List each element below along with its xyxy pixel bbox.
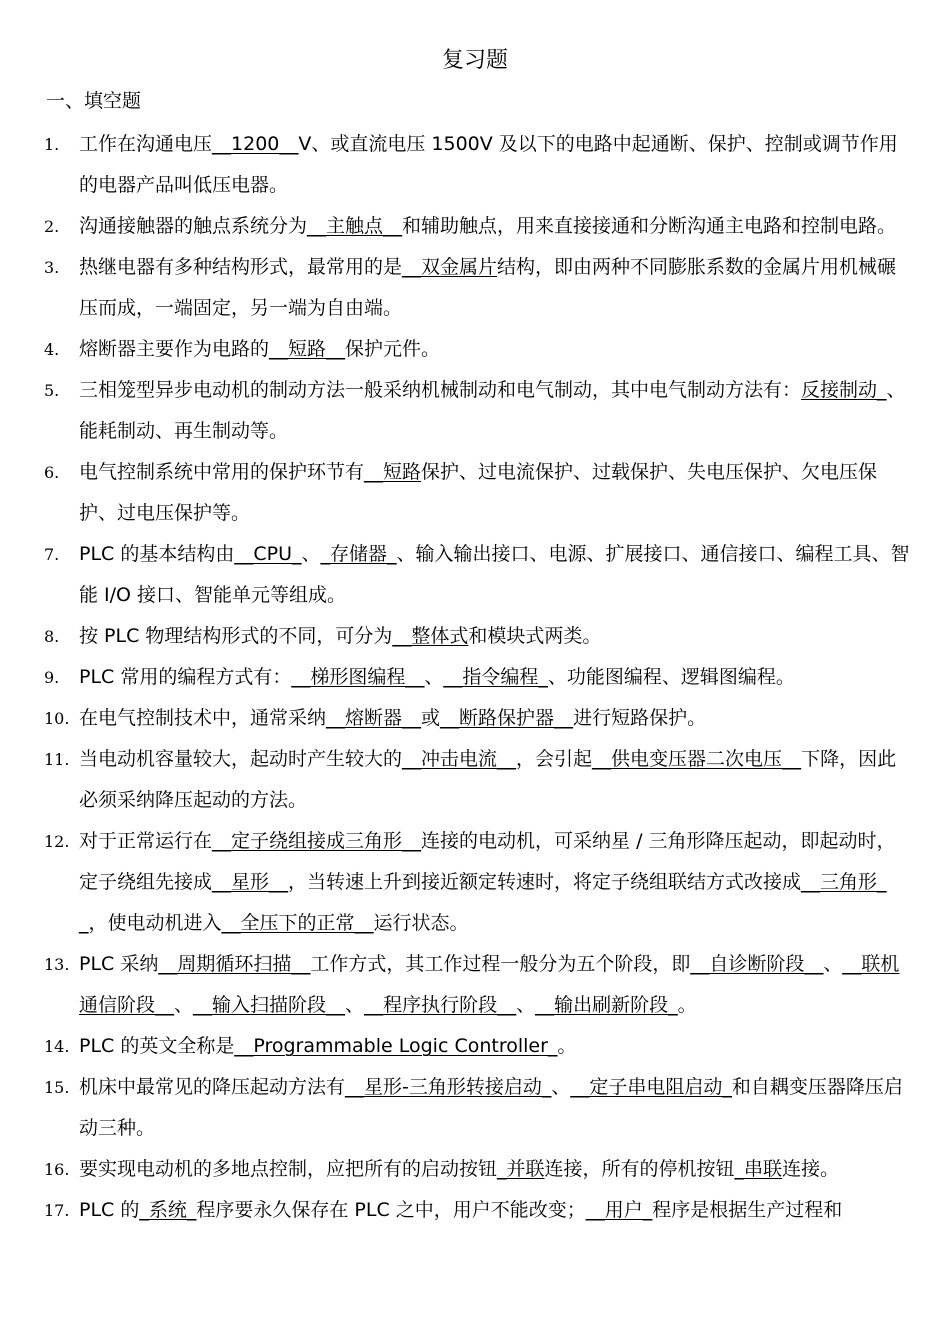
answer-blank: _并联 [497,1158,545,1180]
question-text: 三相笼型异步电动机的制动方法一般采纳机械制动和电气制动，其中电气制动方法有： [79,379,802,401]
question-number: 4. [44,340,60,359]
question-text: 、 [516,994,536,1016]
question-text: 和自耦变压器降压启动三种。 [79,1076,903,1139]
question-text: 、能耗制动、再生制动等。 [79,379,906,442]
question-text: 连接。 [782,1158,840,1180]
answer-blank: __主触点__ [307,215,403,237]
answer-blank: __程序执行阶段__ [364,994,517,1016]
question-text: 保护、过电流保护、过载保护、失电压保护、欠电压保护、过电压保护等。 [79,461,878,524]
answer-blank: __输入扫描阶段__ [193,994,346,1016]
question-item [0,206,950,247]
question-text: 程序要永久保存在 PLC 之中，用户不能改变； [196,1199,586,1221]
question-text: 。 [557,1035,577,1057]
answer-blank: __断路保护器__ [440,707,574,729]
question-text: 、输入输出接口、电源、扩展接口、通信接口、编程工具、智能 I/O 接口、智能单元等组成。 [79,543,910,606]
document-title: 复习题 [441,48,508,73]
question-number: 13. [44,955,70,974]
question-text: 运行状态。 [373,912,469,934]
question-text: 电气控制系统中常用的保护环节有 [79,461,365,483]
question-text: 结构，即由两种不同膨胀系数的金属片用机械碾压而成，一端固定，另一端为自由端。 [79,256,897,319]
answer-blank: __短路__ [269,338,346,360]
question-item [0,452,950,534]
question-text: 保护元件。 [345,338,441,360]
answer-blank: __冲击电流__ [402,748,517,770]
question-text: 工作在沟通电压 [79,133,213,155]
question-text: ，会引起 [516,748,593,770]
answer-blank: _串联 [734,1158,783,1180]
question-text: 和模块式两类。 [468,625,602,647]
answer-blank: __定子串电阻启动_ [570,1076,732,1098]
answer-blank: __自诊断阶段__ [690,953,824,975]
question-item [0,534,950,616]
question-text: PLC 的基本结构由 [79,543,235,565]
question-item [0,329,950,370]
answer-blank: __用户_ [585,1199,653,1221]
question-text: 机床中最常见的降压起动方法有 [79,1076,346,1098]
answer-blank: __整体式 [392,625,469,647]
answer-blank: 反接制动_ [801,379,887,401]
question-text: ，当转速上升到接近额定转速时，将定子绕组联结方式改接成 [288,871,802,893]
question-number: 10. [44,709,70,728]
question-text: 或 [421,707,441,729]
question-number: 7. [44,545,60,564]
question-text: PLC 常用的编程方式有： [79,666,292,688]
answer-blank: __CPU_ [234,543,302,565]
question-text: 、 [345,994,365,1016]
answer-blank: __供电变压器二次电压__ [592,748,802,770]
answer-blank: __定子绕组接成三角形__ [212,830,422,852]
question-item [0,124,950,206]
question-number: 15. [44,1078,70,1097]
question-item [0,944,950,1026]
answer-blank: __三角形__ [79,871,887,934]
question-text: 连接，所有的停机按钮 [544,1158,735,1180]
answer-blank: __熔断器__ [326,707,422,729]
question-item [0,370,950,452]
answer-blank: __短路 [364,461,422,483]
question-item [0,739,950,821]
answer-blank: _存储器_ [320,543,397,565]
question-item [0,616,950,657]
question-item [0,1190,950,1231]
question-text: 连接的电动机，可采纳星 / 三角形降压起动，即起动时，定子绕组先接成 [79,830,896,893]
question-text: V、或直流电压 1500V 及以下的电路中起通断、保护、控制或调节作用的电器产品叫低压电器。 [79,133,898,196]
answer-blank: __联机通信阶段__ [79,953,900,1016]
question-number: 5. [44,381,60,400]
question-number: 11. [44,750,70,769]
question-text: 下降，因此必须采纳降压起动的方法。 [79,748,897,811]
question-text: 熔断器主要作为电路的 [79,338,270,360]
answer-blank: _系统_ [139,1199,197,1221]
question-text: 进行短路保护。 [573,707,707,729]
question-list [0,124,950,1231]
question-text: 、 [174,994,194,1016]
question-text: 工作方式，其工作过程一般分为五个阶段，即 [310,953,691,975]
question-number: 14. [44,1037,70,1056]
question-item [0,247,950,329]
question-item [0,698,950,739]
question-number: 12. [44,832,70,851]
answer-blank: __双金属片 [402,256,498,278]
answer-blank: __全压下的正常__ [221,912,374,934]
question-text: PLC 的 [79,1199,140,1221]
question-text: 和辅助触点，用来直接接通和分断沟通主电路和控制电路。 [402,215,897,237]
answer-blank: __星形__ [212,871,289,893]
question-text: PLC 的英文全称是 [79,1035,235,1057]
question-item [0,657,950,698]
question-text: 。 [677,994,697,1016]
question-text: 、 [823,953,843,975]
question-number: 2. [44,217,60,236]
question-text: 、 [551,1076,571,1098]
question-number: 8. [44,627,60,646]
question-text: 热继电器有多种结构形式，最常用的是 [79,256,403,278]
question-text: 在电气控制技术中，通常采纳 [79,707,327,729]
question-text: PLC 采纳 [79,953,159,975]
answer-blank: __周期循环扫描__ [158,953,311,975]
question-number: 17. [44,1201,70,1220]
question-number: 1. [44,135,60,154]
question-number: 9. [44,668,60,687]
question-text: 当电动机容量较大，起动时产生较大的 [79,748,403,770]
answer-blank: __梯形图编程__ [291,666,425,688]
question-text: 、功能图编程、逻辑图编程。 [547,666,795,688]
question-text: 对于正常运行在 [79,830,213,852]
question-text: 沟通接触器的触点系统分为 [79,215,308,237]
question-text: ，使电动机进入 [88,912,222,934]
answer-blank: __Programmable Logic Controller_ [234,1035,558,1057]
answer-blank: __1200__ [212,133,299,155]
question-number: 16. [44,1160,70,1179]
answer-blank: __星形-三角形转接启动_ [345,1076,552,1098]
question-text: 按 PLC 物理结构形式的不同，可分为 [79,625,393,647]
question-number: 3. [44,258,60,277]
question-item [0,821,950,944]
question-item [0,1026,950,1067]
question-item [0,1067,950,1149]
question-number: 6. [44,463,60,482]
question-text: 要实现电动机的多地点控制，应把所有的启动按钮 [79,1158,498,1180]
question-item [0,1149,950,1190]
answer-blank: __指令编程_ [443,666,548,688]
question-text: 程序是根据生产过程和 [652,1199,843,1221]
question-text: 、 [301,543,321,565]
answer-blank: __输出刷新阶段_ [535,994,678,1016]
section-heading: 一、填空题 [46,90,142,112]
question-text: 、 [424,666,444,688]
